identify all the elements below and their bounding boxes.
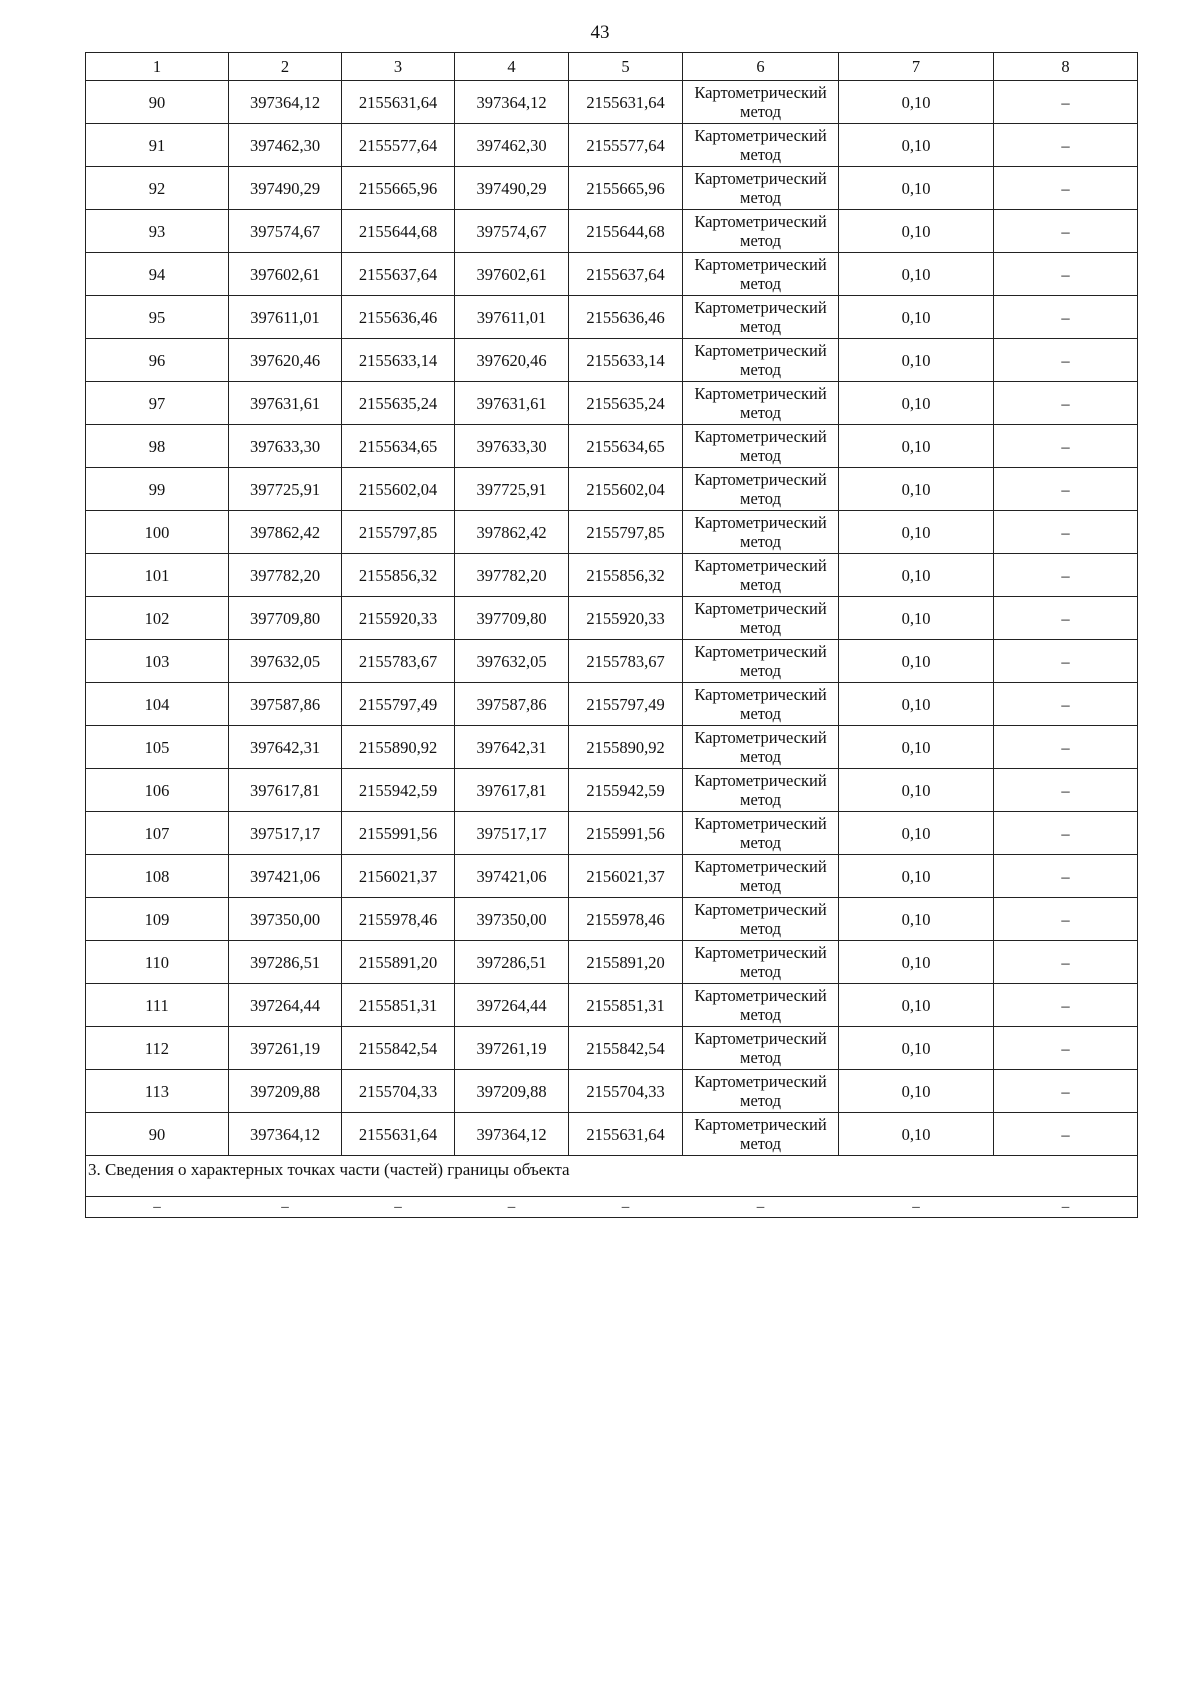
table-row — [86, 468, 1138, 511]
method-line2: метод — [740, 1048, 781, 1067]
method-line2: метод — [740, 833, 781, 852]
method-cell — [683, 296, 839, 339]
existing-y-cell: 2155783,67 — [342, 640, 455, 683]
existing-x-cell: 397462,30 — [229, 124, 342, 167]
method-cell — [683, 253, 839, 296]
method-line1: Картометрический — [694, 1115, 827, 1134]
description-cell: – — [994, 554, 1138, 597]
point-number-cell: 99 — [86, 468, 229, 511]
empty-dash-cell: – — [839, 1197, 994, 1218]
method-line1: Картометрический — [694, 427, 827, 446]
method-line2: метод — [740, 1005, 781, 1024]
method-line2: метод — [740, 403, 781, 422]
accuracy-cell: 0,10 — [839, 984, 994, 1027]
accuracy-cell: 0,10 — [839, 769, 994, 812]
method-cell — [683, 124, 839, 167]
column-number-row — [86, 53, 1138, 81]
existing-y-cell: 2155920,33 — [342, 597, 455, 640]
method-line1: Картометрический — [694, 341, 827, 360]
existing-x-cell: 397421,06 — [229, 855, 342, 898]
description-cell: – — [994, 296, 1138, 339]
description-cell: – — [994, 855, 1138, 898]
accuracy-cell: 0,10 — [839, 296, 994, 339]
table-row — [86, 339, 1138, 382]
accuracy-cell: 0,10 — [839, 339, 994, 382]
accuracy-cell: 0,10 — [839, 511, 994, 554]
method-line2: метод — [740, 532, 781, 551]
new-x-cell: 397611,01 — [455, 296, 569, 339]
table-row — [86, 855, 1138, 898]
existing-x-cell: 397364,12 — [229, 81, 342, 124]
table-row — [86, 81, 1138, 124]
new-x-cell: 397631,61 — [455, 382, 569, 425]
method-line2: метод — [740, 618, 781, 637]
description-cell: – — [994, 941, 1138, 984]
method-line1: Картометрический — [694, 384, 827, 403]
empty-dash-cell: – — [683, 1197, 839, 1218]
existing-y-cell: 2155637,64 — [342, 253, 455, 296]
method-cell — [683, 167, 839, 210]
table-row — [86, 1070, 1138, 1113]
new-x-cell: 397633,30 — [455, 425, 569, 468]
empty-dash-cell: – — [229, 1197, 342, 1218]
method-cell — [683, 1027, 839, 1070]
table-row — [86, 683, 1138, 726]
new-x-cell: 397462,30 — [455, 124, 569, 167]
new-x-cell: 397209,88 — [455, 1070, 569, 1113]
method-line2: метод — [740, 962, 781, 981]
existing-y-cell: 2156021,37 — [342, 855, 455, 898]
description-cell: – — [994, 167, 1138, 210]
description-cell: – — [994, 812, 1138, 855]
new-y-cell: 2155920,33 — [569, 597, 683, 640]
table-row — [86, 941, 1138, 984]
accuracy-cell: 0,10 — [839, 210, 994, 253]
point-number-cell: 98 — [86, 425, 229, 468]
description-cell: – — [994, 1027, 1138, 1070]
description-cell: – — [994, 511, 1138, 554]
existing-y-cell: 2155890,92 — [342, 726, 455, 769]
existing-y-cell: 2155856,32 — [342, 554, 455, 597]
table-row — [86, 1113, 1138, 1156]
new-y-cell: 2155636,46 — [569, 296, 683, 339]
method-cell — [683, 597, 839, 640]
accuracy-cell: 0,10 — [839, 1070, 994, 1113]
new-y-cell: 2155851,31 — [569, 984, 683, 1027]
new-y-cell: 2155631,64 — [569, 1113, 683, 1156]
new-y-cell: 2155602,04 — [569, 468, 683, 511]
method-cell — [683, 726, 839, 769]
accuracy-cell: 0,10 — [839, 81, 994, 124]
existing-y-cell: 2155634,65 — [342, 425, 455, 468]
point-number-cell: 108 — [86, 855, 229, 898]
point-number-cell: 105 — [86, 726, 229, 769]
point-number-cell: 92 — [86, 167, 229, 210]
existing-x-cell: 397617,81 — [229, 769, 342, 812]
column-number: 1 — [86, 53, 229, 81]
description-cell: – — [994, 425, 1138, 468]
empty-dash-cell: – — [569, 1197, 683, 1218]
new-y-cell: 2155842,54 — [569, 1027, 683, 1070]
existing-x-cell: 397364,12 — [229, 1113, 342, 1156]
table-row — [86, 124, 1138, 167]
existing-y-cell: 2155978,46 — [342, 898, 455, 941]
column-number: 4 — [455, 53, 569, 81]
accuracy-cell: 0,10 — [839, 425, 994, 468]
description-cell: – — [994, 984, 1138, 1027]
existing-x-cell: 397264,44 — [229, 984, 342, 1027]
method-line2: метод — [740, 446, 781, 465]
existing-x-cell: 397350,00 — [229, 898, 342, 941]
description-cell: – — [994, 468, 1138, 511]
method-cell — [683, 769, 839, 812]
existing-x-cell: 397286,51 — [229, 941, 342, 984]
existing-x-cell: 397602,61 — [229, 253, 342, 296]
point-number-cell: 110 — [86, 941, 229, 984]
new-x-cell: 397642,31 — [455, 726, 569, 769]
method-line1: Картометрический — [694, 943, 827, 962]
new-x-cell: 397490,29 — [455, 167, 569, 210]
description-cell: – — [994, 81, 1138, 124]
existing-x-cell: 397862,42 — [229, 511, 342, 554]
method-cell — [683, 855, 839, 898]
new-x-cell: 397709,80 — [455, 597, 569, 640]
point-number-cell: 111 — [86, 984, 229, 1027]
method-cell — [683, 425, 839, 468]
method-cell — [683, 1070, 839, 1113]
existing-y-cell: 2155635,24 — [342, 382, 455, 425]
method-line2: метод — [740, 1134, 781, 1153]
accuracy-cell: 0,10 — [839, 253, 994, 296]
new-x-cell: 397350,00 — [455, 898, 569, 941]
section-3-title: 3. Сведения о характерных точках части (частей) границы объекта — [86, 1156, 1138, 1197]
column-number: 8 — [994, 53, 1138, 81]
new-x-cell: 397725,91 — [455, 468, 569, 511]
point-number-cell: 95 — [86, 296, 229, 339]
method-line2: метод — [740, 747, 781, 766]
method-cell — [683, 554, 839, 597]
description-cell: – — [994, 683, 1138, 726]
method-cell — [683, 941, 839, 984]
table-row — [86, 511, 1138, 554]
point-number-cell: 101 — [86, 554, 229, 597]
new-y-cell: 2155942,59 — [569, 769, 683, 812]
new-x-cell: 397286,51 — [455, 941, 569, 984]
method-cell — [683, 640, 839, 683]
point-number-cell: 90 — [86, 81, 229, 124]
table-body — [86, 53, 1138, 1218]
empty-dash-cell: – — [86, 1197, 229, 1218]
new-x-cell: 397587,86 — [455, 683, 569, 726]
accuracy-cell: 0,10 — [839, 726, 994, 769]
existing-x-cell: 397587,86 — [229, 683, 342, 726]
accuracy-cell: 0,10 — [839, 382, 994, 425]
existing-x-cell: 397632,05 — [229, 640, 342, 683]
method-cell — [683, 511, 839, 554]
method-line1: Картометрический — [694, 126, 827, 145]
existing-y-cell: 2155631,64 — [342, 1113, 455, 1156]
new-x-cell: 397574,67 — [455, 210, 569, 253]
existing-y-cell: 2155851,31 — [342, 984, 455, 1027]
new-x-cell: 397782,20 — [455, 554, 569, 597]
new-y-cell: 2155783,67 — [569, 640, 683, 683]
page-number: 43 — [590, 22, 610, 43]
description-cell: – — [994, 1070, 1138, 1113]
section-3-row — [86, 1156, 1138, 1197]
table-row — [86, 425, 1138, 468]
existing-y-cell: 2155991,56 — [342, 812, 455, 855]
method-line2: метод — [740, 704, 781, 723]
method-line2: метод — [740, 188, 781, 207]
point-number-cell: 113 — [86, 1070, 229, 1113]
new-y-cell: 2155978,46 — [569, 898, 683, 941]
description-cell: – — [994, 382, 1138, 425]
empty-dash-cell: – — [342, 1197, 455, 1218]
existing-x-cell: 397782,20 — [229, 554, 342, 597]
accuracy-cell: 0,10 — [839, 898, 994, 941]
method-line1: Картометрический — [694, 298, 827, 317]
point-number-cell: 107 — [86, 812, 229, 855]
existing-y-cell: 2155631,64 — [342, 81, 455, 124]
method-line1: Картометрический — [694, 685, 827, 704]
empty-dash-cell: – — [455, 1197, 569, 1218]
method-line1: Картометрический — [694, 1072, 827, 1091]
existing-x-cell: 397631,61 — [229, 382, 342, 425]
method-line1: Картометрический — [694, 857, 827, 876]
method-cell — [683, 210, 839, 253]
method-cell — [683, 683, 839, 726]
accuracy-cell: 0,10 — [839, 468, 994, 511]
point-number-cell: 94 — [86, 253, 229, 296]
table-row — [86, 597, 1138, 640]
existing-x-cell: 397209,88 — [229, 1070, 342, 1113]
accuracy-cell: 0,10 — [839, 941, 994, 984]
accuracy-cell: 0,10 — [839, 124, 994, 167]
point-number-cell: 109 — [86, 898, 229, 941]
method-line2: метод — [740, 919, 781, 938]
description-cell: – — [994, 640, 1138, 683]
point-number-cell: 103 — [86, 640, 229, 683]
table-row — [86, 1027, 1138, 1070]
accuracy-cell: 0,10 — [839, 812, 994, 855]
table-row — [86, 554, 1138, 597]
point-number-cell: 96 — [86, 339, 229, 382]
method-line1: Картометрический — [694, 814, 827, 833]
method-line1: Картометрический — [694, 255, 827, 274]
existing-x-cell: 397633,30 — [229, 425, 342, 468]
existing-y-cell: 2155644,68 — [342, 210, 455, 253]
method-line2: метод — [740, 790, 781, 809]
new-y-cell: 2155635,24 — [569, 382, 683, 425]
accuracy-cell: 0,10 — [839, 855, 994, 898]
new-y-cell: 2155577,64 — [569, 124, 683, 167]
section-3-empty-row — [86, 1197, 1138, 1218]
existing-y-cell: 2155704,33 — [342, 1070, 455, 1113]
new-y-cell: 2155797,49 — [569, 683, 683, 726]
table-row — [86, 296, 1138, 339]
method-line1: Картометрический — [694, 169, 827, 188]
accuracy-cell: 0,10 — [839, 1113, 994, 1156]
new-x-cell: 397617,81 — [455, 769, 569, 812]
table-row — [86, 769, 1138, 812]
coordinates-table — [85, 52, 1138, 1218]
new-y-cell: 2155991,56 — [569, 812, 683, 855]
existing-y-cell: 2155577,64 — [342, 124, 455, 167]
existing-x-cell: 397611,01 — [229, 296, 342, 339]
method-line2: метод — [740, 1091, 781, 1110]
method-cell — [683, 81, 839, 124]
new-y-cell: 2155891,20 — [569, 941, 683, 984]
method-line2: метод — [740, 489, 781, 508]
point-number-cell: 102 — [86, 597, 229, 640]
description-cell: – — [994, 339, 1138, 382]
method-line1: Картометрический — [694, 470, 827, 489]
table-row — [86, 640, 1138, 683]
accuracy-cell: 0,10 — [839, 1027, 994, 1070]
description-cell: – — [994, 253, 1138, 296]
method-line2: метод — [740, 145, 781, 164]
existing-x-cell: 397642,31 — [229, 726, 342, 769]
description-cell: – — [994, 726, 1138, 769]
existing-y-cell: 2155665,96 — [342, 167, 455, 210]
method-cell — [683, 339, 839, 382]
new-x-cell: 397421,06 — [455, 855, 569, 898]
method-line2: метод — [740, 274, 781, 293]
existing-y-cell: 2155842,54 — [342, 1027, 455, 1070]
new-y-cell: 2155704,33 — [569, 1070, 683, 1113]
existing-x-cell: 397709,80 — [229, 597, 342, 640]
point-number-cell: 104 — [86, 683, 229, 726]
table-row — [86, 726, 1138, 769]
new-y-cell: 2155856,32 — [569, 554, 683, 597]
description-cell: – — [994, 210, 1138, 253]
table-row — [86, 382, 1138, 425]
new-y-cell: 2155634,65 — [569, 425, 683, 468]
method-line2: метод — [740, 661, 781, 680]
column-number: 6 — [683, 53, 839, 81]
method-line1: Картометрический — [694, 771, 827, 790]
method-line1: Картометрический — [694, 556, 827, 575]
method-line2: метод — [740, 231, 781, 250]
column-number: 5 — [569, 53, 683, 81]
existing-y-cell: 2155636,46 — [342, 296, 455, 339]
new-x-cell: 397862,42 — [455, 511, 569, 554]
new-y-cell: 2155890,92 — [569, 726, 683, 769]
method-line2: метод — [740, 360, 781, 379]
method-line1: Картометрический — [694, 986, 827, 1005]
table-row — [86, 210, 1138, 253]
new-x-cell: 397261,19 — [455, 1027, 569, 1070]
method-line2: метод — [740, 876, 781, 895]
existing-x-cell: 397517,17 — [229, 812, 342, 855]
point-number-cell: 97 — [86, 382, 229, 425]
table-row — [86, 812, 1138, 855]
new-x-cell: 397364,12 — [455, 81, 569, 124]
column-number: 7 — [839, 53, 994, 81]
table-row — [86, 984, 1138, 1027]
new-x-cell: 397632,05 — [455, 640, 569, 683]
empty-dash-cell: – — [994, 1197, 1138, 1218]
accuracy-cell: 0,10 — [839, 640, 994, 683]
new-x-cell: 397364,12 — [455, 1113, 569, 1156]
point-number-cell: 100 — [86, 511, 229, 554]
method-line1: Картометрический — [694, 900, 827, 919]
method-cell — [683, 1113, 839, 1156]
column-number: 2 — [229, 53, 342, 81]
existing-y-cell: 2155602,04 — [342, 468, 455, 511]
table-row — [86, 253, 1138, 296]
description-cell: – — [994, 1113, 1138, 1156]
new-x-cell: 397264,44 — [455, 984, 569, 1027]
method-line1: Картометрический — [694, 83, 827, 102]
column-number: 3 — [342, 53, 455, 81]
existing-y-cell: 2155797,49 — [342, 683, 455, 726]
description-cell: – — [994, 898, 1138, 941]
accuracy-cell: 0,10 — [839, 167, 994, 210]
accuracy-cell: 0,10 — [839, 683, 994, 726]
existing-x-cell: 397725,91 — [229, 468, 342, 511]
existing-y-cell: 2155942,59 — [342, 769, 455, 812]
method-cell — [683, 468, 839, 511]
method-line1: Картометрический — [694, 513, 827, 532]
method-line1: Картометрический — [694, 599, 827, 618]
method-line1: Картометрический — [694, 1029, 827, 1048]
description-cell: – — [994, 597, 1138, 640]
accuracy-cell: 0,10 — [839, 597, 994, 640]
method-line1: Картометрический — [694, 728, 827, 747]
point-number-cell: 106 — [86, 769, 229, 812]
point-number-cell: 90 — [86, 1113, 229, 1156]
method-cell — [683, 898, 839, 941]
existing-y-cell: 2155891,20 — [342, 941, 455, 984]
table-row — [86, 167, 1138, 210]
new-y-cell: 2155631,64 — [569, 81, 683, 124]
description-cell: – — [994, 124, 1138, 167]
description-cell: – — [994, 769, 1138, 812]
existing-y-cell: 2155797,85 — [342, 511, 455, 554]
new-y-cell: 2155644,68 — [569, 210, 683, 253]
new-x-cell: 397517,17 — [455, 812, 569, 855]
new-y-cell: 2155637,64 — [569, 253, 683, 296]
point-number-cell: 91 — [86, 124, 229, 167]
new-x-cell: 397620,46 — [455, 339, 569, 382]
point-number-cell: 93 — [86, 210, 229, 253]
point-number-cell: 112 — [86, 1027, 229, 1070]
existing-y-cell: 2155633,14 — [342, 339, 455, 382]
existing-x-cell: 397620,46 — [229, 339, 342, 382]
existing-x-cell: 397490,29 — [229, 167, 342, 210]
new-y-cell: 2156021,37 — [569, 855, 683, 898]
new-x-cell: 397602,61 — [455, 253, 569, 296]
method-line2: метод — [740, 102, 781, 121]
method-cell — [683, 812, 839, 855]
method-line2: метод — [740, 575, 781, 594]
method-cell — [683, 382, 839, 425]
method-line1: Картометрический — [694, 212, 827, 231]
method-cell — [683, 984, 839, 1027]
table-row — [86, 898, 1138, 941]
new-y-cell: 2155665,96 — [569, 167, 683, 210]
method-line2: метод — [740, 317, 781, 336]
existing-x-cell: 397574,67 — [229, 210, 342, 253]
new-y-cell: 2155633,14 — [569, 339, 683, 382]
method-line1: Картометрический — [694, 642, 827, 661]
new-y-cell: 2155797,85 — [569, 511, 683, 554]
existing-x-cell: 397261,19 — [229, 1027, 342, 1070]
accuracy-cell: 0,10 — [839, 554, 994, 597]
